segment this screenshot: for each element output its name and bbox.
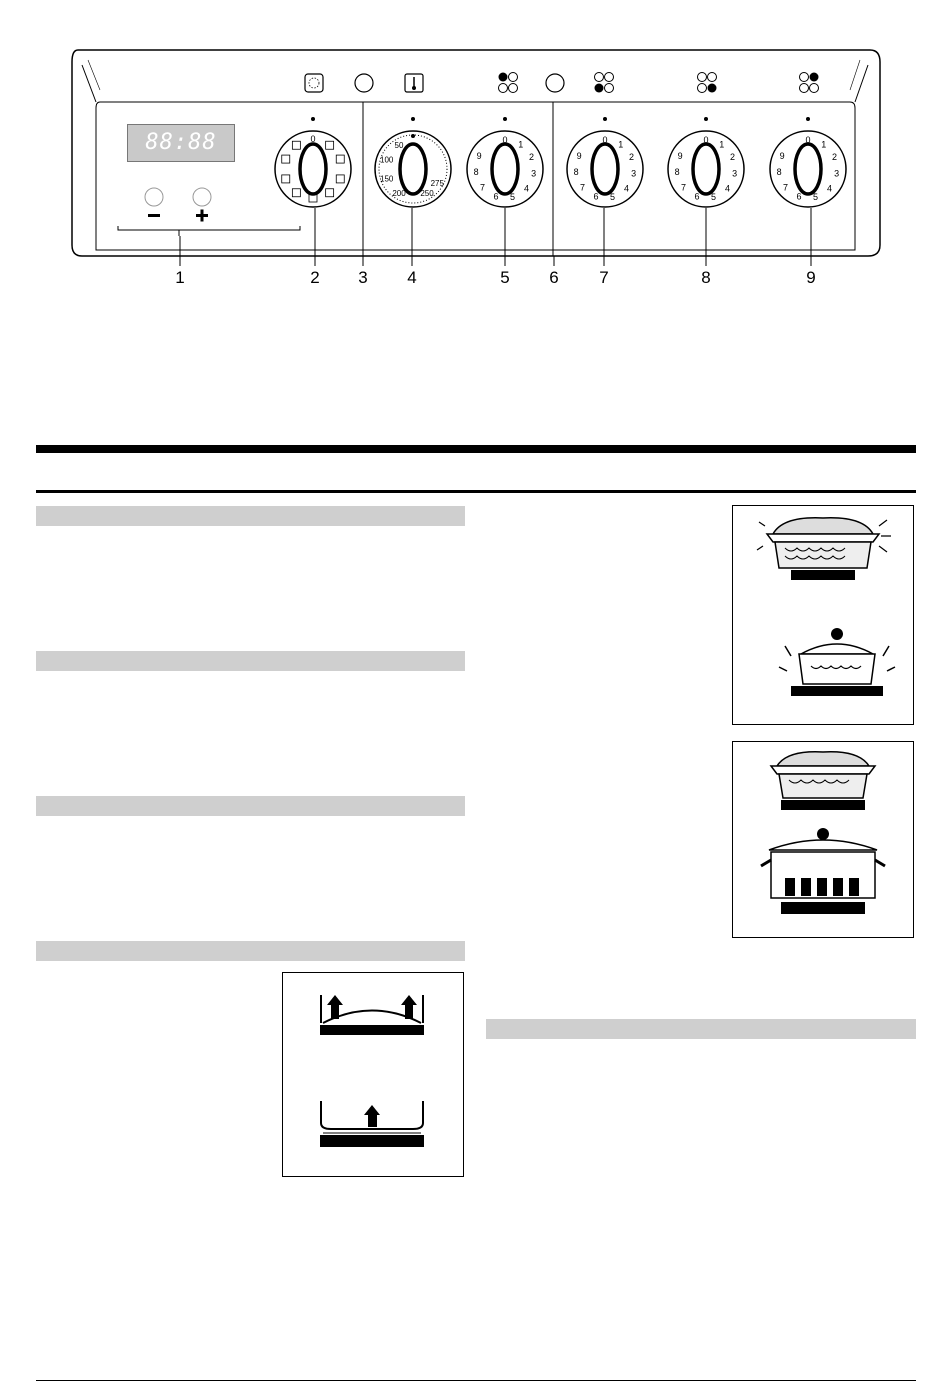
knob-scale-label: 2 <box>628 152 635 163</box>
knob-scale-label: 6 <box>694 191 700 202</box>
knob-scale-label: 0 <box>602 135 608 145</box>
callout-number-9: 9 <box>806 268 816 287</box>
flat-pan-base-figure <box>283 973 463 1176</box>
knob-scale-label: 6 <box>493 191 499 202</box>
knob-scale-label: 2 <box>528 152 535 163</box>
section-heading-bar <box>36 506 465 526</box>
section-heading-bar <box>36 941 465 961</box>
callout-number-7: 7 <box>599 268 609 287</box>
callout-number-3: 3 <box>358 268 368 287</box>
knob-scale-label: 250 <box>420 189 434 199</box>
knob-scale-label: 1 <box>821 139 827 150</box>
knob-scale-label: 0 <box>502 135 508 145</box>
knob-scale-label: 0 <box>805 135 811 145</box>
knob-scale-label: 0 <box>703 135 709 145</box>
knob-scale-label: 9 <box>476 150 482 161</box>
callout-number-2: 2 <box>310 268 320 287</box>
section-divider-thick <box>36 445 916 453</box>
knob-scale-label: 3 <box>531 168 537 179</box>
rice-pot-figure <box>733 506 913 724</box>
knob-scale-label: 4 <box>725 183 731 194</box>
callout-number-1: 1 <box>175 268 185 287</box>
section-divider <box>36 490 916 493</box>
knob-scale-label: 3 <box>732 168 738 179</box>
knob-scale-label: 8 <box>674 167 680 178</box>
callout-number-6: 6 <box>549 268 559 287</box>
knob-scale-label: 7 <box>680 182 686 193</box>
cookware-figure-box-bottom <box>732 741 914 938</box>
knob-scale-label: 7 <box>782 182 788 193</box>
cookware-figure-box-top <box>732 505 914 725</box>
knob-scale-label: 5 <box>710 192 717 203</box>
knob-scale-label: 8 <box>776 167 782 178</box>
knob-scale-label: 5 <box>609 192 616 203</box>
callout-leader-lines <box>0 0 950 300</box>
knob-scale-label: 4 <box>624 183 630 194</box>
knob-scale-label: 3 <box>834 168 840 179</box>
section-heading-bar <box>36 651 465 671</box>
knob-scale-label: 5 <box>509 192 516 203</box>
knob-scale-label: 150 <box>380 174 394 184</box>
knob-scale-label: 9 <box>779 150 785 161</box>
knob-scale-label: 7 <box>579 182 585 193</box>
knob-scale-label: 7 <box>479 182 485 193</box>
knob-scale-label: 2 <box>831 152 838 163</box>
callout-number-8: 8 <box>701 268 711 287</box>
knob-scale-label: 1 <box>518 139 524 150</box>
knob-scale-label: 50 <box>394 140 404 150</box>
knob-scale-label: 1 <box>719 139 725 150</box>
knob-scale-label: 3 <box>631 168 637 179</box>
knob-scale-label: 5 <box>812 192 819 203</box>
callout-number-4: 4 <box>407 268 417 287</box>
knob-scale-label: 8 <box>573 167 579 178</box>
knob-scale-label: 0 <box>310 134 316 144</box>
section-heading-bar <box>486 1019 916 1039</box>
knob-scale-label: 8 <box>473 167 479 178</box>
timer-clock-display: 88:88 <box>127 124 235 162</box>
knob-scale-label: 100 <box>380 155 394 165</box>
knob-scale-label: 1 <box>618 139 624 150</box>
knob-scale-label: 9 <box>576 150 582 161</box>
knob-scale-label: 9 <box>677 150 683 161</box>
knob-scale-label: 6 <box>593 191 599 202</box>
knob-scale-label: 6 <box>796 191 802 202</box>
knob-scale-label: 4 <box>524 183 530 194</box>
knob-scale-label: 200 <box>392 189 406 199</box>
footer-rule <box>36 1380 916 1381</box>
cooking-pot-figure <box>733 742 913 937</box>
knob-scale-label: 2 <box>729 152 736 163</box>
section-heading-bar <box>36 796 465 816</box>
knob-scale-label: 275 <box>430 179 444 188</box>
pan-base-figure-box <box>282 972 464 1177</box>
knob-scale-label: 4 <box>827 183 833 194</box>
callout-number-5: 5 <box>500 268 510 287</box>
